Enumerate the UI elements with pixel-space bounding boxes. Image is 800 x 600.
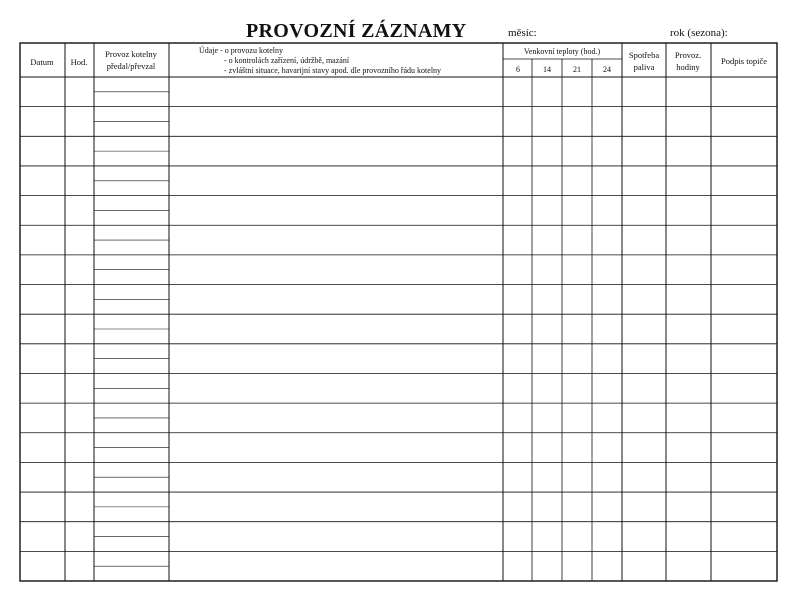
col-spotreba-line1: Spotřeba — [628, 50, 660, 60]
col-hod: Hod. — [70, 57, 88, 67]
col-udaje-line1: Údaje - o provozu kotelny — [199, 46, 283, 55]
year-label: rok (sezona): — [670, 27, 728, 39]
col-podpis: Podpis topiče — [720, 56, 768, 66]
col-udaje-line3: - zvláštní situace, havarijní stavy apod. dle provozního řádu kotelny — [224, 66, 442, 75]
col-provoz-line1: Provoz kotelny — [105, 49, 157, 59]
page-title: PROVOZNÍ ZÁZNAMY — [246, 20, 467, 42]
column-separators — [65, 43, 711, 581]
col-venkovni: Venkovní teploty (hod.) — [523, 47, 601, 56]
col-temp-24: 24 — [603, 65, 611, 74]
col-udaje-line2: - o kontrolách zařízení, údržbě, mazání — [224, 56, 350, 65]
handover-sub-lines — [94, 92, 169, 566]
month-label: měsíc: — [508, 27, 537, 39]
col-temp-21: 21 — [573, 65, 581, 74]
col-provoz-line2: předal/převzal — [106, 61, 156, 71]
temperature-sub-columns — [532, 59, 592, 581]
col-temp-6: 6 — [516, 65, 520, 74]
col-provoz-hod-line1: Provoz. — [674, 50, 702, 60]
col-datum: Datum — [30, 57, 54, 67]
col-spotreba-line2: paliva — [633, 62, 655, 72]
col-provoz-hod-line2: hodiny — [676, 62, 700, 72]
table-frame — [20, 43, 777, 581]
col-temp-14: 14 — [543, 65, 551, 74]
